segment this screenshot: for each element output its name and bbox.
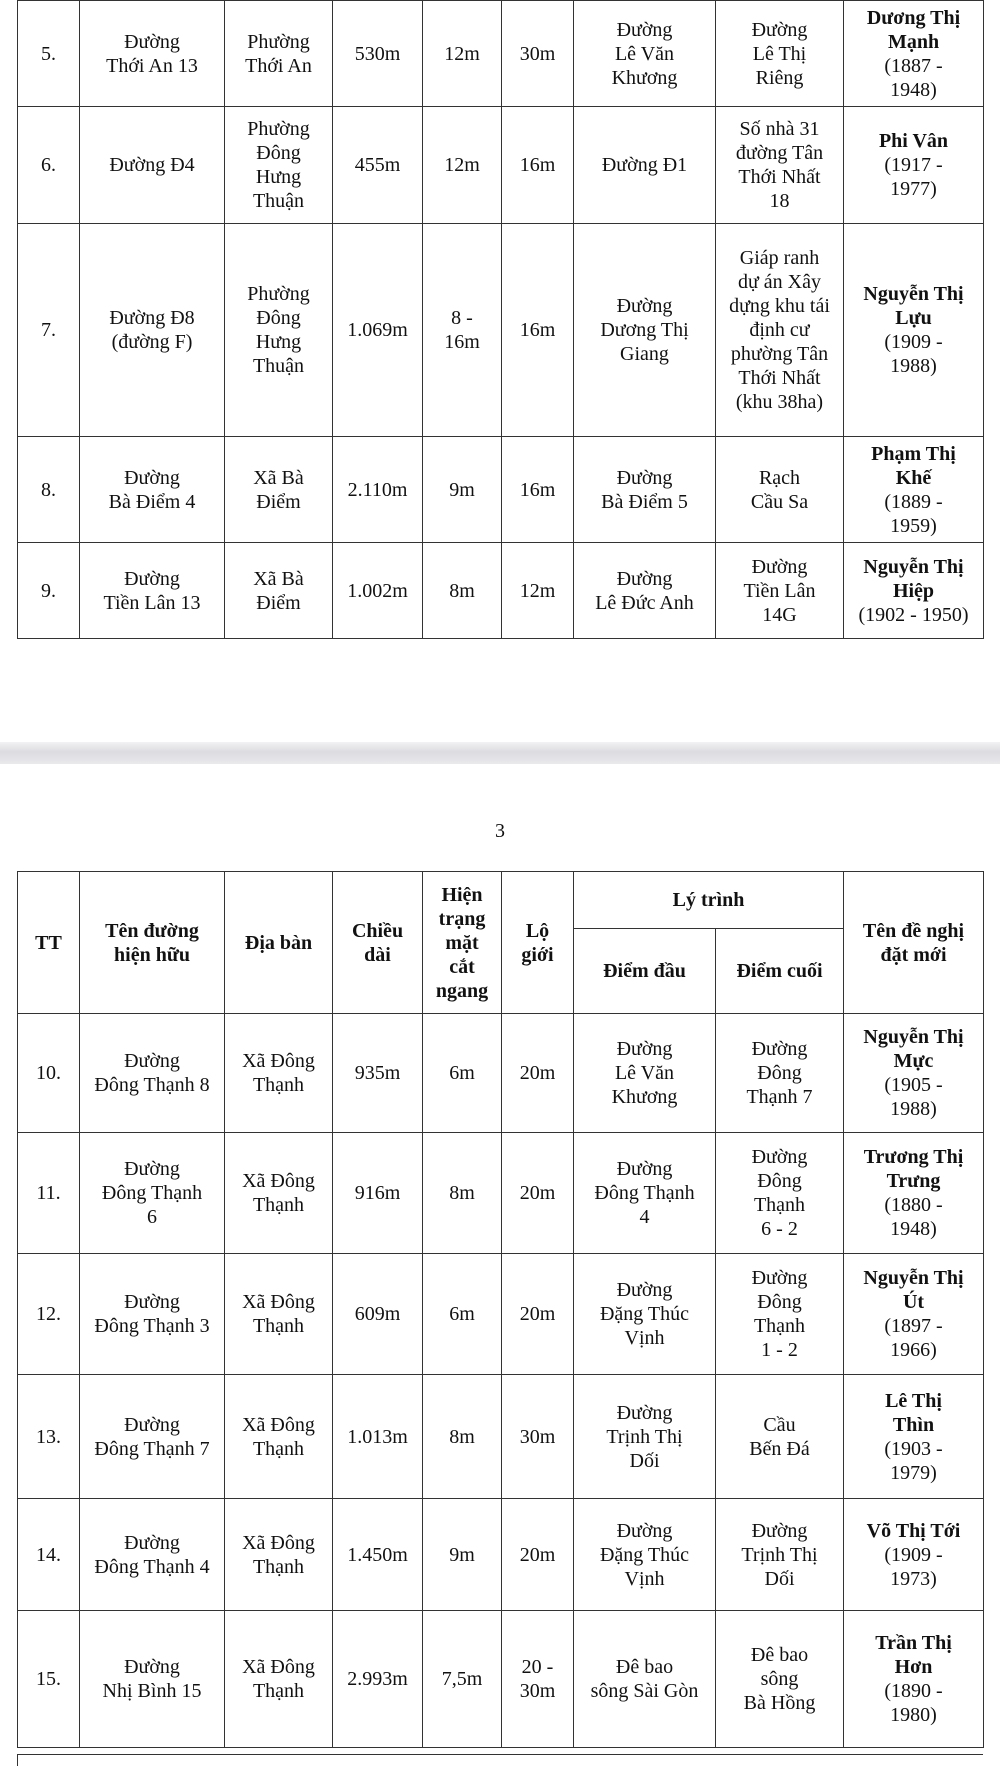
proposed-years: (1902 - 1950) [858, 603, 969, 626]
cell-proposed [844, 1375, 984, 1499]
cell-current-name: Đường Bà Điểm 4 [80, 437, 225, 543]
proposed-years: (1905 - 1988) [884, 1074, 943, 1120]
cell-proposed [844, 107, 984, 224]
cell-area: Xã Đông Thạnh [225, 1375, 333, 1499]
proposed-name: Phi Vân [878, 130, 949, 152]
header-route: Lý trình [574, 872, 844, 929]
header-area: Địa bàn [225, 872, 333, 1014]
cell-current-name: Đường Đông Thạnh 4 [80, 1499, 225, 1611]
table-row [18, 1, 984, 107]
cell-current-name: Đường Thới An 13 [80, 1, 225, 107]
cell-tt: 12. [18, 1254, 80, 1375]
cell-tt: 14. [18, 1499, 80, 1611]
cell-start: Đường Lê Văn Khương [574, 1, 716, 107]
cell-status: 7,5m [423, 1611, 502, 1748]
cell-current-name: Đường Đông Thạnh 6 [80, 1133, 225, 1254]
cell-tt: 5. [18, 1, 80, 107]
cell-start: Đường Đặng Thúc Vịnh [574, 1254, 716, 1375]
cell-status: 8m [423, 1375, 502, 1499]
cell-start: Đường Dương Thị Giang [574, 224, 716, 437]
cell-area: Xã Đông Thạnh [225, 1254, 333, 1375]
cell-tt: 15. [18, 1611, 80, 1748]
cell-length: 2.993m [333, 1611, 423, 1748]
partial-next-row [17, 1754, 983, 1766]
cell-start: Đường Đặng Thúc Vịnh [574, 1499, 716, 1611]
proposed-name: Nguyễn Thị Lựu [863, 283, 964, 329]
cell-boundary: 20m [502, 1499, 574, 1611]
proposed-years: (1880 - 1948) [884, 1194, 943, 1240]
table-row [18, 1611, 984, 1748]
proposed-name: Võ Thị Tới [866, 1519, 961, 1542]
cell-end: Đường Tiền Lân 14G [716, 543, 844, 639]
cell-start: Đường Đ1 [574, 107, 716, 224]
table-row [18, 543, 984, 639]
proposed-years: (1917 - 1977) [884, 154, 943, 200]
cell-current-name: Đường Nhị Bình 15 [80, 1611, 225, 1748]
cell-length: 1.450m [333, 1499, 423, 1611]
cell-boundary: 20m [502, 1254, 574, 1375]
table-row [18, 1133, 984, 1254]
cell-status: 12m [423, 1, 502, 107]
cell-end: Đường Đông Thạnh 6 - 2 [716, 1133, 844, 1254]
table-row [18, 437, 984, 543]
streets-table-bottom [17, 871, 984, 1748]
cell-tt: 7. [18, 224, 80, 437]
cell-end: Đường Trịnh Thị Dối [716, 1499, 844, 1611]
cell-start: Đường Đông Thạnh 4 [574, 1133, 716, 1254]
cell-boundary: 20m [502, 1133, 574, 1254]
cell-length: 916m [333, 1133, 423, 1254]
proposed-name: Trần Thị Hơn [875, 1632, 952, 1678]
cell-area: Phường Đông Hưng Thuận [225, 107, 333, 224]
cell-proposed [844, 1014, 984, 1133]
cell-end: Đường Đông Thạnh 1 - 2 [716, 1254, 844, 1375]
cell-boundary: 16m [502, 437, 574, 543]
page-number: 3 [495, 820, 505, 842]
header-boundary: Lộ giới [502, 872, 574, 1014]
cell-status: 6m [423, 1254, 502, 1375]
table-row [18, 1014, 984, 1133]
cell-end: Rạch Cầu Sa [716, 437, 844, 543]
cell-start: Đường Trịnh Thị Dối [574, 1375, 716, 1499]
page-break-separator [0, 742, 1000, 764]
cell-tt: 8. [18, 437, 80, 543]
cell-end: Đường Đông Thạnh 7 [716, 1014, 844, 1133]
cell-tt: 9. [18, 543, 80, 639]
table-row [18, 1254, 984, 1375]
cell-boundary: 20 - 30m [502, 1611, 574, 1748]
cell-area: Xã Bà Điểm [225, 437, 333, 543]
proposed-name: Lê Thị Thìn [885, 1389, 942, 1436]
proposed-name: Phạm Thị Khế [871, 442, 956, 489]
header-status: Hiện trạng mặt cắt ngang [423, 872, 502, 1014]
cell-start: Đường Bà Điểm 5 [574, 437, 716, 543]
cell-tt: 6. [18, 107, 80, 224]
table-row [18, 1375, 984, 1499]
cell-current-name: Đường Tiền Lân 13 [80, 543, 225, 639]
cell-current-name: Đường Đông Thạnh 8 [80, 1014, 225, 1133]
header-current-name: Tên đường hiện hữu [80, 872, 225, 1014]
cell-boundary: 12m [502, 543, 574, 639]
cell-length: 530m [333, 1, 423, 107]
cell-area: Xã Đông Thạnh [225, 1014, 333, 1133]
cell-proposed [844, 1, 984, 107]
cell-status: 6m [423, 1014, 502, 1133]
header-proposed: Tên đề nghị đặt mới [844, 872, 984, 1014]
cell-end: Đường Lê Thị Riêng [716, 1, 844, 107]
header-start: Điểm đầu [574, 929, 716, 1014]
cell-length: 609m [333, 1254, 423, 1375]
cell-length: 1.013m [333, 1375, 423, 1499]
cell-boundary: 16m [502, 224, 574, 437]
proposed-years: (1897 - 1966) [884, 1315, 943, 1361]
cell-end: Giáp ranh dự án Xây dựng khu tái định cư phường Tân Thới Nhất (khu 38ha) [716, 224, 844, 437]
cell-end: Cầu Bến Đá [716, 1375, 844, 1499]
proposed-name: Dương Thị Mạnh [866, 6, 961, 53]
proposed-years: (1890 - 1980) [884, 1680, 943, 1726]
cell-area: Xã Đông Thạnh [225, 1611, 333, 1748]
cell-status: 8m [423, 1133, 502, 1254]
cell-tt: 13. [18, 1375, 80, 1499]
proposed-years: (1889 - 1959) [884, 490, 943, 537]
cell-boundary: 30m [502, 1, 574, 107]
cell-end: Số nhà 31 đường Tân Thới Nhất 18 [716, 107, 844, 224]
cell-proposed [844, 1254, 984, 1375]
cell-area: Xã Bà Điểm [225, 543, 333, 639]
cell-status: 12m [423, 107, 502, 224]
cell-tt: 11. [18, 1133, 80, 1254]
cell-area: Phường Thới An [225, 1, 333, 107]
cell-proposed [844, 437, 984, 543]
proposed-years: (1903 - 1979) [884, 1437, 943, 1484]
proposed-years: (1887 - 1948) [884, 54, 943, 101]
cell-length: 1.002m [333, 543, 423, 639]
cell-current-name: Đường Đ8 (đường F) [80, 224, 225, 437]
cell-current-name: Đường Đ4 [80, 107, 225, 224]
cell-length: 1.069m [333, 224, 423, 437]
cell-current-name: Đường Đông Thạnh 7 [80, 1375, 225, 1499]
proposed-name: Nguyễn Thị Hiệp [863, 555, 964, 602]
cell-status: 8 - 16m [423, 224, 502, 437]
cell-start: Đường Lê Văn Khương [574, 1014, 716, 1133]
proposed-name: Nguyễn Thị Út [863, 1267, 964, 1313]
header-length: Chiều dài [333, 872, 423, 1014]
cell-proposed [844, 1133, 984, 1254]
cell-proposed [844, 1611, 984, 1748]
proposed-years: (1909 - 1973) [884, 1543, 943, 1590]
cell-tt: 10. [18, 1014, 80, 1133]
cell-proposed [844, 1499, 984, 1611]
cell-length: 2.110m [333, 437, 423, 543]
cell-end: Đê bao sông Bà Hồng [716, 1611, 844, 1748]
cell-area: Xã Đông Thạnh [225, 1133, 333, 1254]
cell-area: Xã Đông Thạnh [225, 1499, 333, 1611]
proposed-name: Nguyễn Thị Mực [863, 1026, 964, 1072]
cell-boundary: 20m [502, 1014, 574, 1133]
cell-start: Đường Lê Đức Anh [574, 543, 716, 639]
cell-boundary: 30m [502, 1375, 574, 1499]
proposed-name: Trương Thị Trưng [863, 1146, 964, 1192]
header-row [18, 872, 984, 929]
cell-length: 935m [333, 1014, 423, 1133]
cell-proposed [844, 543, 984, 639]
cell-boundary: 16m [502, 107, 574, 224]
header-tt: TT [18, 872, 80, 1014]
table-row [18, 1499, 984, 1611]
streets-table-top [17, 0, 984, 639]
cell-status: 9m [423, 1499, 502, 1611]
header-end: Điểm cuối [716, 929, 844, 1014]
table-row [18, 107, 984, 224]
cell-current-name: Đường Đông Thạnh 3 [80, 1254, 225, 1375]
cell-status: 8m [423, 543, 502, 639]
proposed-years: (1909 - 1988) [884, 331, 943, 377]
cell-length: 455m [333, 107, 423, 224]
table-row [18, 224, 984, 437]
cell-proposed [844, 224, 984, 437]
cell-area: Phường Đông Hưng Thuận [225, 224, 333, 437]
cell-status: 9m [423, 437, 502, 543]
cell-start: Đê bao sông Sài Gòn [574, 1611, 716, 1748]
